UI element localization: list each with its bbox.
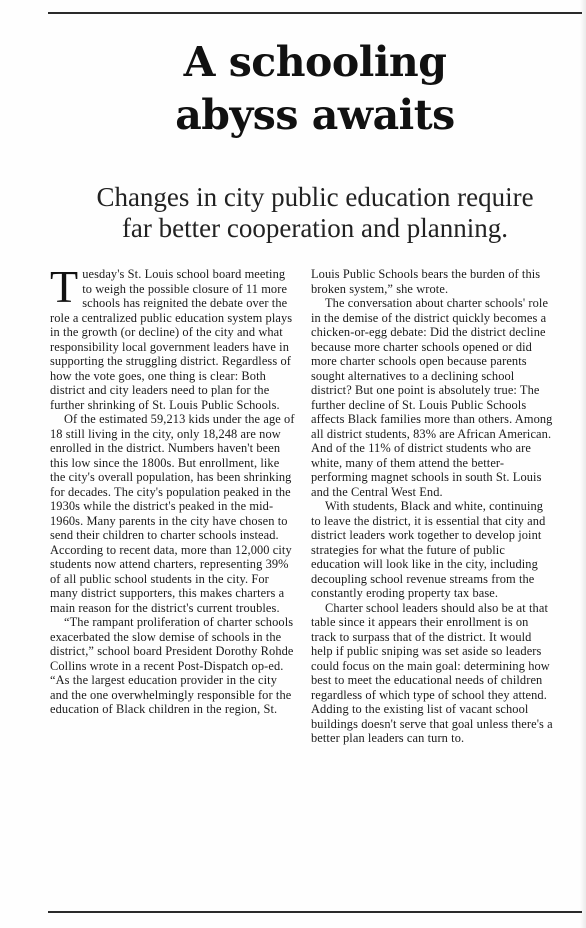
paragraph-2: Of the estimated 59,213 kids under the age of 18 still living in the city, only 18,248 are now enrolled in the district. Numbers haven't been this low since the 1800s. But enrollment, like the city's overall population, has been shrinking for decades. The city's population peaked in the 1930s while the district's peaked in the mid-1960s. Many parents in the city have chosen to send their children to charter schools instead. According to recent data, more than 12,000 city students now attend charters, representing 39% of all public school students in the city. For many district supporters, this makes charters a main reason for the district's current troubles.	[50, 412, 295, 615]
paragraph-3-continued: Louis Public Schools bears the burden of this broken system,” she wrote.	[311, 267, 541, 296]
page-edge-shadow	[580, 0, 586, 928]
bottom-rule	[48, 911, 582, 913]
drop-cap: T	[50, 261, 79, 312]
paragraph-4: The conversation about charter schools' role in the demise of the district quickly becomes a chicken-or-egg debate: Did the district decline because more charter schools opened or did more charter schools open because parents sought alternatives to a declining school district? But one point is absolutely true: The further decline of St. Louis Public Schools affects Black families more than others. Among all district students, 83% are African American. And of the 11% of district students who are white, many of them attend the better-performing magnet schools in south St. Louis and the Central West End.	[311, 296, 553, 499]
paragraph-3: “The rampant proliferation of charter schools exacerbated the slow demise of schools in the district,” school board President Dorothy Rohde Collins wrote in a recent Post-Dispatch op-ed. “As the largest education provider in the city and the one overwhelmingly responsible for the education of Black children in the region, St.	[50, 615, 294, 716]
article-column-left	[50, 261, 295, 717]
headline-line-2: abyss awaits	[175, 91, 455, 139]
headline	[48, 36, 582, 142]
paragraph-1-text: uesday's St. Louis school board meeting to weigh the possible closure of 11 more schools has reignited the debate over the role a centralized public education system plays in the growth (or decline) of the city and what responsibility local government leaders have in supporting the struggling district. Regardless of how the vote goes, one thing is clear: Both district and city leaders need to plan for the further shrinking of St. Louis Public Schools.	[50, 267, 293, 412]
headline-line-1: A schooling	[183, 38, 447, 86]
subheadline-line-1: Changes in city public education require	[96, 182, 534, 212]
paragraph-1	[50, 261, 295, 412]
top-rule	[48, 12, 582, 14]
article-column-right	[311, 267, 556, 746]
subheadline	[48, 182, 582, 244]
paragraph-5: With students, Black and white, continuing to leave the district, it is essential that city and district leaders work together to develop joint strategies for what the future of public education will look like in the city, including decoupling school revenue streams from the constantly eroding property tax base.	[311, 499, 546, 600]
subheadline-line-2: far better cooperation and planning.	[121, 213, 509, 243]
paragraph-6: Charter school leaders should also be at that table since it appears their enrollment is on track to surpass that of the district. It would help if public sniping was set aside so leaders could focus on the main goal: determining how best to meet the educational needs of children regardless of which type of school they attend. Adding to the existing list of vacant school buildings doesn't serve that goal unless there's a better plan leaders can turn to.	[311, 600, 553, 745]
